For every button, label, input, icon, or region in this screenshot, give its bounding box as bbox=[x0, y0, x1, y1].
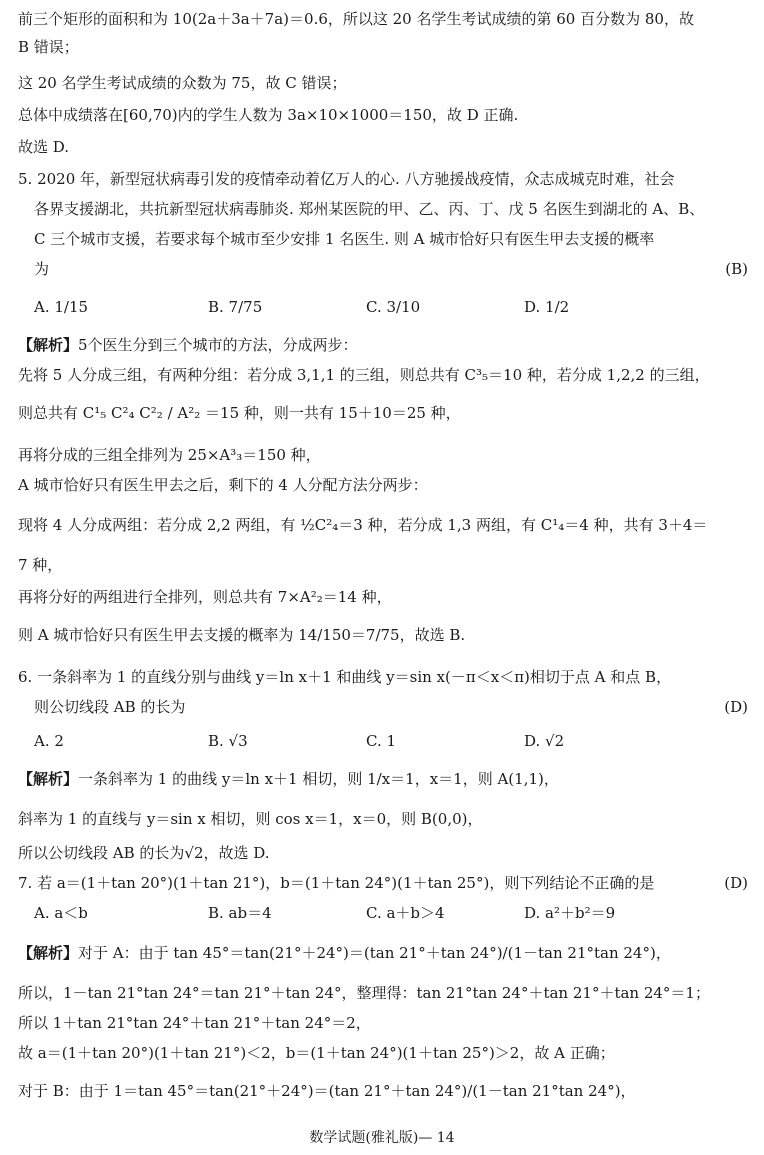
text-line: 斜率为 1 的直线与 y＝sin x 相切，则 cos x＝1，x＝0，则 B(0,0)， bbox=[18, 810, 483, 828]
question-7-option-d: D. a²＋b²＝9 bbox=[524, 904, 616, 922]
question-5-stem: 各界支援湖北，共抗新型冠状病毒肺炎. 郑州某医院的甲、乙、丙、丁、戊 5 名医生到湖北的 A、B、 bbox=[34, 200, 705, 218]
text-line: B 错误； bbox=[18, 38, 79, 56]
text-line: 则总共有 C¹₅ C²₄ C²₂ / A²₂ ＝15 种，则一共有 15＋10＝25 种， bbox=[18, 404, 461, 422]
text-line: 所以 1＋tan 21°tan 24°＋tan 21°＋tan 24°＝2， bbox=[18, 1014, 371, 1032]
question-5-option-a: A. 1/15 bbox=[34, 298, 89, 316]
text-line: A 城市恰好只有医生甲去之后，剩下的 4 人分配方法分两步： bbox=[18, 476, 428, 494]
text-line: 再将分成的三组全排列为 25×A³₃＝150 种， bbox=[18, 446, 321, 464]
question-5-stem: 5. 2020 年，新型冠状病毒引发的疫情牵动着亿万人的心. 八方驰援战疫情，众志成城克时难，社会 bbox=[18, 170, 675, 188]
question-5-stem: 为 bbox=[34, 260, 50, 278]
question-5-option-d: D. 1/2 bbox=[524, 298, 570, 316]
analysis-tag: 【解析】 bbox=[18, 944, 79, 962]
question-6-stem: 则公切线段 AB 的长为 bbox=[34, 698, 186, 716]
question-6-option-b: B. √3 bbox=[208, 732, 248, 750]
question-7-option-a: A. a＜b bbox=[34, 904, 88, 922]
text-line: 则 A 城市恰好只有医生甲去支援的概率为 14/150＝7/75，故选 B. bbox=[18, 626, 466, 644]
question-7-answer: (D) bbox=[724, 874, 748, 892]
question-7-option-c: C. a＋b＞4 bbox=[366, 904, 445, 922]
analysis-tag: 【解析】 bbox=[18, 770, 79, 788]
text-line: 这 20 名学生考试成绩的众数为 75，故 C 错误； bbox=[18, 74, 347, 92]
question-5-option-c: C. 3/10 bbox=[366, 298, 421, 316]
question-7-option-b: B. ab＝4 bbox=[208, 904, 272, 922]
text-line: 所以公切线段 AB 的长为√2，故选 D. bbox=[18, 844, 270, 862]
analysis-line: 【解析】5个医生分到三个城市的方法，分成两步： bbox=[18, 336, 358, 354]
text-line: 7 种， bbox=[18, 556, 63, 574]
analysis-line: 【解析】一条斜率为 1 的曲线 y＝ln x＋1 相切，则 1/x＝1，x＝1，则 A(1,1)， bbox=[18, 770, 559, 788]
question-5-option-b: B. 7/75 bbox=[208, 298, 263, 316]
text-line: 对于 B：由于 1＝tan 45°＝tan(21°＋24°)＝(tan 21°＋tan 24°)/(1－tan 21°tan 24°)， bbox=[18, 1082, 636, 1100]
text-line: 再将分好的两组进行全排列，则总共有 7×A²₂＝14 种， bbox=[18, 588, 392, 606]
question-6-option-c: C. 1 bbox=[366, 732, 397, 750]
question-6-answer: (D) bbox=[724, 698, 748, 716]
analysis-tag: 【解析】 bbox=[18, 336, 79, 354]
page-footer: 数学试题(雅礼版)— 14 bbox=[309, 1130, 455, 1146]
question-6-stem: 6. 一条斜率为 1 的直线分别与曲线 y＝ln x＋1 和曲线 y＝sin x(－π＜x＜π)相切于点 A 和点 B， bbox=[18, 668, 672, 686]
question-6-option-d: D. √2 bbox=[524, 732, 565, 750]
question-5-answer: (B) bbox=[725, 260, 748, 278]
text-line: 所以，1－tan 21°tan 24°＝tan 21°＋tan 24°，整理得：tan 21°tan 24°＋tan 21°＋tan 24°＝1； bbox=[18, 984, 710, 1002]
question-6-option-a: A. 2 bbox=[34, 732, 64, 750]
analysis-line: 【解析】对于 A：由于 tan 45°＝tan(21°＋24°)＝(tan 21°＋tan 24°)/(1－tan 21°tan 24°)， bbox=[18, 944, 671, 962]
question-5-stem: C 三个城市支援，若要求每个城市至少安排 1 名医生. 则 A 城市恰好只有医生甲去支援的概率 bbox=[34, 230, 655, 248]
text-line: 前三个矩形的面积和为 10(2a＋3a＋7a)＝0.6，所以这 20 名学生考试成绩的第 60 百分数为 80，故 bbox=[18, 10, 694, 28]
text-line: 故选 D. bbox=[18, 138, 70, 156]
text-line: 现将 4 人分成两组：若分成 2,2 两组，有 ½C²₄＝3 种，若分成 1,3 两组，有 C¹₄＝4 种，共有 3＋4＝ bbox=[18, 516, 708, 534]
text-line: 先将 5 人分成三组，有两种分组：若分成 3,1,1 的三组，则总共有 C³₅＝10 种，若分成 1,2,2 的三组， bbox=[18, 366, 710, 384]
text-line: 总体中成绩落在[60,70)内的学生人数为 3a×10×1000＝150，故 D 正确. bbox=[18, 106, 519, 124]
text-line: 故 a＝(1＋tan 20°)(1＋tan 21°)＜2，b＝(1＋tan 24°)(1＋tan 25°)＞2，故 A 正确； bbox=[18, 1044, 615, 1062]
question-7-stem: 7. 若 a＝(1＋tan 20°)(1＋tan 21°)，b＝(1＋tan 24°)(1＋tan 25°)，则下列结论不正确的是 bbox=[18, 874, 655, 892]
